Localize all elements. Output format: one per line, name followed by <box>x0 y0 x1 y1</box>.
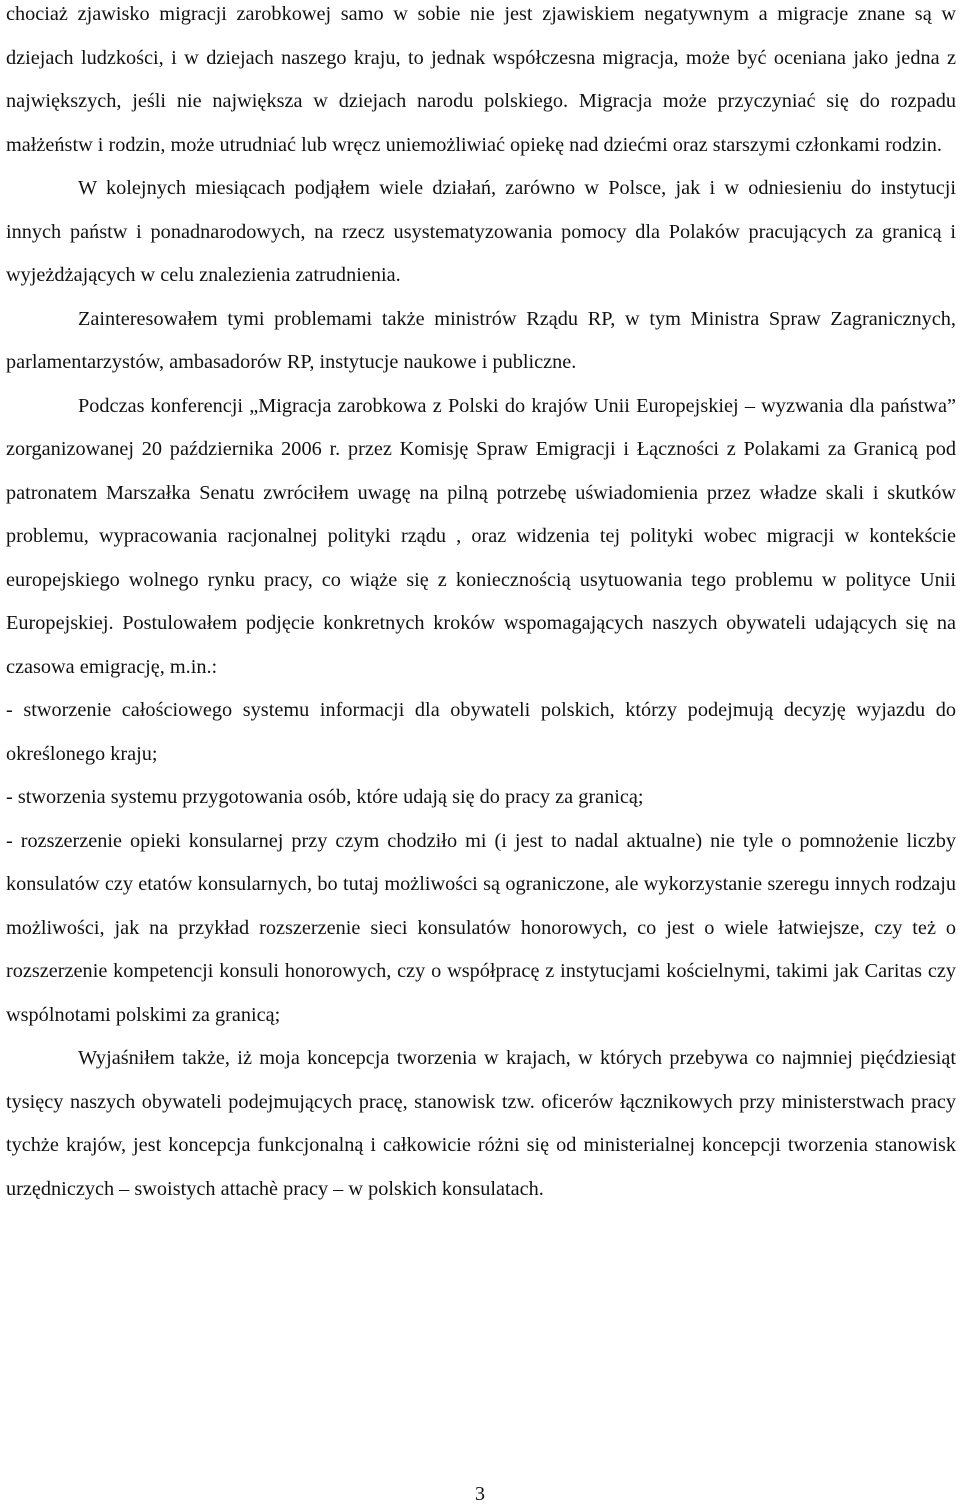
paragraph-ministers-interest: Zainteresowałem tymi problemami także ministrów Rządu RP, w tym Ministra Spraw Zagranicznych, parlamentarzystów, ambasadorów RP, instytucje naukowe i publiczne. <box>6 307 956 373</box>
paragraph-conference: Podczas konferencji „Migracja zarobkowa z Polski do krajów Unii Europejskiej – wyzwania dla państwa” zorganizowanej 20 października 2006 r. przez Komisję Spraw Emigracji i Łączności z Polakami za Granicą pod patronatem Marszałka Senatu zwróciłem uwagę na pilną potrzebę uświadomienia przez władze skali i skutków problemu, wypracowania racjonalnej polityki rządu , oraz widzenia tej polityki wobec migracji w kontekście europejskiego wolnego rynku pracy, co wiąże się z koniecznością usytuowania tego problemu w polityce Unii Europejskiej. Postulowałem podjęcie konkretnych kroków wspomagających naszych obywateli udających się na czasowa emigrację, m.in.: <box>6 394 956 678</box>
paragraph-actions-taken: W kolejnych miesiącach podjąłem wiele działań, zarówno w Polsce, jak i w odniesieniu do instytucji innych państw i ponadnarodowych, na rzecz usystematyzowania pomocy dla Polaków pracujących za granicą i wyjeżdżających w celu znalezienia zatrudnienia. <box>6 177 956 286</box>
list-item-preparation-system: - stworzenia systemu przygotowania osób, które udają się do pracy za granicą; <box>6 786 644 808</box>
document-page <box>6 0 956 1211</box>
paragraph-liaison-officers: Wyjaśniłem także, iż moja koncepcja tworzenia w krajach, w których przebywa co najmniej pięćdziesiąt tysięcy naszych obywateli podejmujących pracę, stanowisk tzw. oficerów łącznikowych przy ministerstwach pracy tychże krajów, jest koncepcja funkcjonalną i całkowicie różni się od ministerialnej koncepcji tworzenia stanowisk urzędniczych – swoistych attachè pracy – w polskich konsulatach. <box>6 1047 956 1200</box>
list-item-consular-care: - rozszerzenie opieki konsularnej przy czym chodziło mi (i jest to nadal aktualne) nie tyle o pomnożenie liczby konsulatów czy etatów konsularnych, bo tutaj możliwości są ograniczone, ale wykorzystanie szeregu innych rodzaju możliwości, jak na przykład rozszerzenie sieci konsulatów honorowych, co jest o wiele łatwiejsze, czy też o rozszerzenie kompetencji konsuli honorowych, czy o współpracę z instytucjami kościelnymi, takimi jak Caritas czy wspólnotami polskimi za granicą; <box>6 829 956 1026</box>
list-item-information-system: - stworzenie całościowego systemu informacji dla obywateli polskich, którzy podejmują decyzję wyjazdu do określonego kraju; <box>6 699 956 765</box>
paragraph-migration-intro: chociaż zjawisko migracji zarobkowej samo w sobie nie jest zjawiskiem negatywnym a migracje znane są w dziejach ludzkości, i w dziejach naszego kraju, to jednak współczesna migracja, może być oceniana jako jedna z największych, jeśli nie największa w dziejach narodu polskiego. Migracja może przyczyniać się do rozpadu małżeństw i rodzin, może utrudniać lub wręcz uniemożliwiać opiekę nad dziećmi oraz starszymi członkami rodzin. <box>6 3 956 156</box>
page-number: 3 <box>475 1483 485 1505</box>
